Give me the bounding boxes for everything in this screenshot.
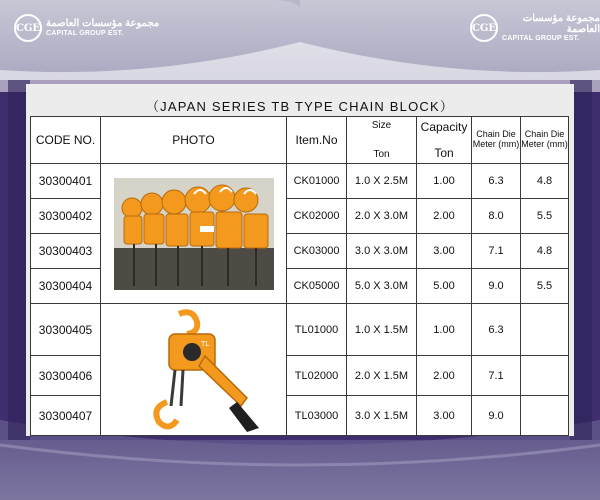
code-cell: 30300407 [31, 396, 101, 436]
page-title: （JAPAN SERIES TB TYPE CHAIN BLOCK） [145, 99, 455, 114]
logo-monogram: CGE [470, 14, 498, 42]
header-size-unit: Ton [373, 149, 390, 160]
logo-arabic-name: مجموعة مؤسسات العاصمة [46, 18, 160, 30]
item-no-cell: CK01000 [287, 164, 347, 199]
logo-arabic-name: مجموعة مؤسسات العاصمة [522, 13, 600, 35]
size-cell: 2.0 X 3.0M [347, 199, 417, 234]
chain-die-2-cell [521, 304, 569, 356]
chain-die-1-cell: 7.1 [472, 356, 521, 396]
chain-die-1-cell: 8.0 [472, 199, 521, 234]
size-cell: 2.0 X 1.5M [347, 356, 417, 396]
photo-cell-chain-blocks [101, 164, 287, 304]
chain-die-2-cell: 4.8 [521, 234, 569, 269]
header-size-label: Size [371, 120, 392, 131]
size-cell: 5.0 X 3.0M [347, 269, 417, 304]
item-no-cell: TL02000 [287, 356, 347, 396]
capacity-cell: 5.00 [417, 269, 472, 304]
header-chain-die-meter-2: Chain Die Meter (mm) [521, 117, 569, 164]
code-cell: 30300404 [31, 269, 101, 304]
photo-cell-lever-hoist [101, 304, 287, 436]
size-cell: 1.0 X 2.5M [347, 164, 417, 199]
chain-block-hoists-photo [114, 178, 274, 290]
header-size [347, 117, 417, 164]
item-no-cell: TL03000 [287, 396, 347, 436]
header-capacity-unit: Ton [434, 146, 454, 160]
logo-english-name: CAPITAL GROUP EST. [502, 35, 580, 42]
capacity-cell: 2.00 [417, 356, 472, 396]
size-cell: 1.0 X 1.5M [347, 304, 417, 356]
capacity-cell: 1.00 [417, 304, 472, 356]
chain-block-illustration [114, 178, 274, 290]
capacity-cell: 1.00 [417, 164, 472, 199]
item-no-cell: TL01000 [287, 304, 347, 356]
capacity-cell: 3.00 [417, 396, 472, 436]
header-photo: PHOTO [101, 117, 287, 164]
chain-die-1-cell: 9.0 [472, 269, 521, 304]
capacity-cell: 3.00 [417, 234, 472, 269]
size-cell: 3.0 X 3.0M [347, 234, 417, 269]
logo-text [502, 14, 600, 42]
svg-text:TL: TL [200, 339, 209, 348]
chain-die-2-cell [521, 356, 569, 396]
table-header-row [31, 117, 569, 164]
table-row [31, 304, 569, 356]
chain-die-1-cell: 7.1 [472, 234, 521, 269]
chain-die-1-cell: 6.3 [472, 164, 521, 199]
chain-die-2-cell [521, 396, 569, 436]
header-code: CODE NO. [31, 117, 101, 164]
item-no-cell: CK02000 [287, 199, 347, 234]
item-no-cell: CK05000 [287, 269, 347, 304]
lever-hoist-photo [109, 306, 279, 434]
code-cell: 30300405 [31, 304, 101, 356]
spec-table [30, 116, 569, 436]
code-cell: 30300402 [31, 199, 101, 234]
lever-hoist-illustration [109, 306, 279, 434]
code-cell: 30300403 [31, 234, 101, 269]
spec-sheet-card [26, 84, 574, 436]
code-cell: 30300406 [31, 356, 101, 396]
size-cell: 3.0 X 1.5M [347, 396, 417, 436]
header-chain-die-meter-1: Chain Die Meter (mm) [472, 117, 521, 164]
header-capacity-label: Capacity [420, 120, 468, 134]
chain-die-2-cell: 5.5 [521, 269, 569, 304]
company-logo-right [470, 14, 600, 42]
code-cell: 30300401 [31, 164, 101, 199]
chain-die-2-cell: 5.5 [521, 199, 569, 234]
logo-monogram: CGE [14, 14, 42, 42]
chain-die-1-cell: 9.0 [472, 396, 521, 436]
chain-die-2-cell: 4.8 [521, 164, 569, 199]
header-capacity [417, 117, 472, 164]
logo-english-name: CAPITAL GROUP EST. [46, 29, 124, 37]
capacity-cell: 2.00 [417, 199, 472, 234]
company-logo-left [14, 14, 159, 42]
header-item-no: Item.No [287, 117, 347, 164]
item-no-cell: CK03000 [287, 234, 347, 269]
table-row [31, 164, 569, 199]
chain-die-1-cell: 6.3 [472, 304, 521, 356]
logo-text [46, 19, 159, 37]
